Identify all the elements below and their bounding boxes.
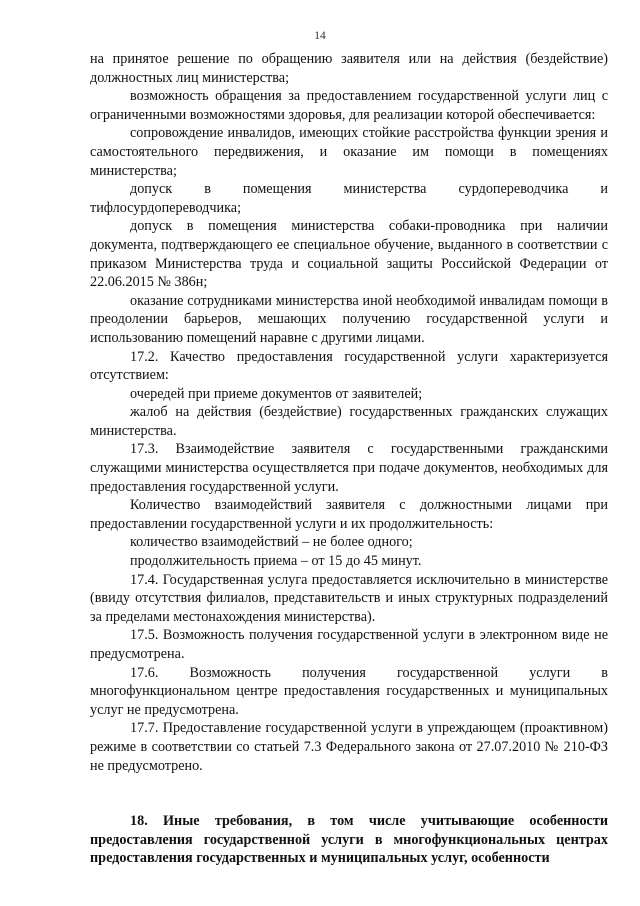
paragraph: 17.2. Качество предоставления государственной услуги характеризуется отсутствием:: [90, 348, 608, 384]
paragraph: продолжительность приема – от 15 до 45 минут.: [130, 553, 422, 570]
paragraph: оказание сотрудниками министерства иной необходимой инвалидам помощи в преодолении барьеров, мешающих получению государственной услуги и использованию помещений наравне с другими лицами.: [90, 292, 608, 346]
paragraph: очередей при приеме документов от заявителей;: [130, 385, 423, 402]
section-heading: 18. Иные требования, в том числе учитывающие особенности предоставления государственной услуги в многофункциональных центрах предоставления государственных и муниципальных услуг, особенности: [90, 813, 608, 867]
paragraph: допуск в помещения министерства сурдопереводчика и тифлосурдопереводчика;: [90, 181, 608, 216]
paragraph: 17.6. Возможность получения государственной услуги в многофункциональном центре предоставления государственных и муниципальных услуг не предусмотрена.: [90, 664, 608, 718]
paragraph: 17.4. Государственная услуга предоставляется исключительно в министерстве (ввиду отсутствия филиалов, представительств и иных структурных подразделений за пределами местонахождения министерства).: [90, 571, 608, 625]
paragraph: допуск в помещения министерства собаки-проводника при наличии документа, подтверждающего ее специальное обучение, выданного в соответствии с приказом Министерства труда и социальной защиты Российской Федерации от 22.06.2015 № 386н;: [90, 218, 608, 291]
paragraph: сопровождение инвалидов, имеющих стойкие расстройства функции зрения и самостоятельного передвижения, и оказание им помощи в помещениях министерства;: [90, 125, 608, 179]
paragraph-continuation: на принятое решение по обращению заявителя или на действия (бездействие) должностных лиц министерства;: [90, 51, 608, 86]
paragraph: жалоб на действия (бездействие) государственных гражданских служащих министерства.: [90, 404, 608, 439]
paragraph: 17.7. Предоставление государственной услуги в упреждающем (проактивном) режиме в соответствии со статьей 7.3 Федерального закона от 27.07.2010 № 210-ФЗ не предусмотрено.: [90, 720, 608, 774]
document-body: [90, 50, 608, 868]
paragraph: Количество взаимодействий заявителя с должностными лицами при предоставлении государственной услуги и их продолжительность:: [90, 497, 608, 532]
paragraph: количество взаимодействий – не более одного;: [130, 534, 413, 551]
section-spacer: [90, 775, 608, 812]
page-number: 14: [314, 30, 326, 42]
paragraph: 17.3. Взаимодействие заявителя с государственными гражданскими служащими министерства осуществляется при подаче документов, необходимых для предоставления государственной услуги.: [90, 441, 608, 495]
paragraph: возможность обращения за предоставлением государственной услуги лиц с ограниченными возможностями здоровья, для реализации которой обеспечивается:: [90, 88, 608, 123]
paragraph: 17.5. Возможность получения государственной услуги в электронном виде не предусмотрена.: [90, 627, 608, 662]
